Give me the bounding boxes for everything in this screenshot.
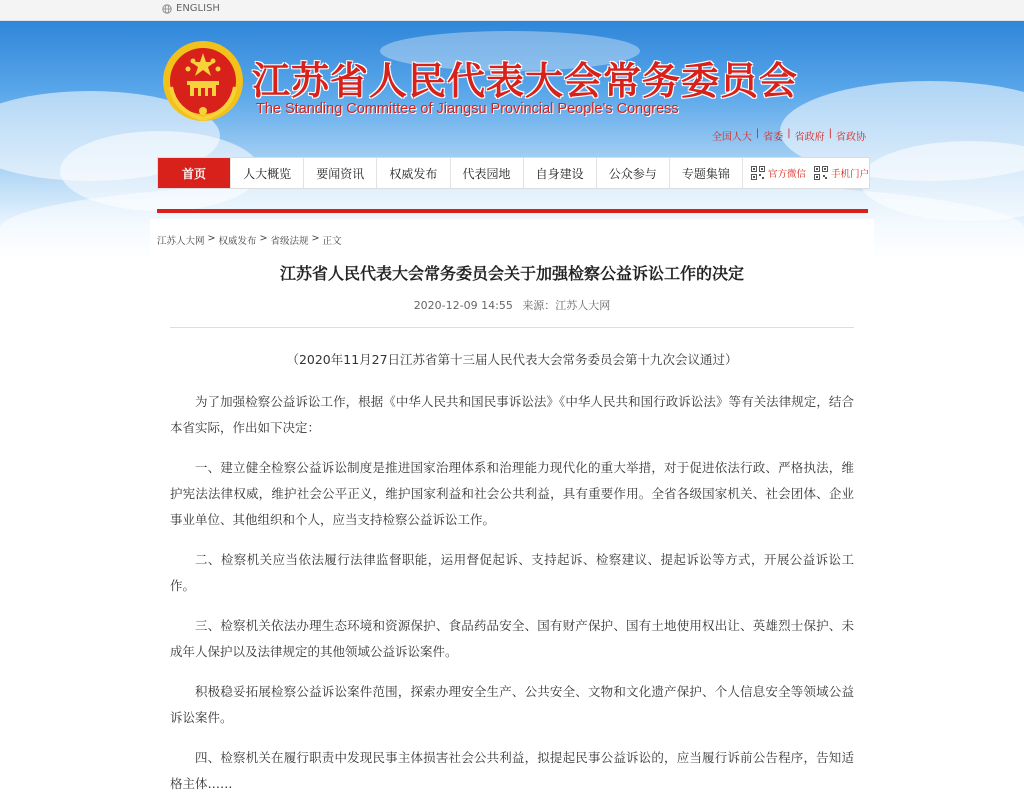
nav-item-self-building[interactable]: 自身建设	[524, 158, 597, 188]
article-source: 来源：江苏人大网	[522, 299, 611, 312]
article-title: 江苏省人民代表大会常务委员会关于加强检察公益诉讼工作的决定	[279, 264, 744, 283]
breadcrumb-releases[interactable]: 权威发布	[218, 236, 257, 247]
paragraph-3-extension: 积极稳妥拓展检察公益诉讼案件范围，探索办理安全生产、公共安全、文物和文化遗产保护、个人信息安全等领域公益诉讼案件。	[170, 684, 854, 725]
mobile-portal-link[interactable]	[814, 158, 869, 188]
title-divider	[170, 327, 854, 328]
nav-item-participation[interactable]: 公众参与	[597, 158, 670, 188]
wechat-link[interactable]	[751, 158, 806, 188]
globe-icon	[162, 4, 172, 14]
english-link[interactable]	[162, 3, 220, 14]
session-note: （2020年11月27日江苏省第十三届人民代表大会常务委员会第十九次会议通过）	[286, 352, 738, 367]
breadcrumb-provincial-regulations[interactable]: 省级法规	[270, 236, 309, 247]
main-nav	[157, 157, 870, 189]
paragraph-3: 三、检察机关依法办理生态环境和资源保护、食品药品安全、国有财产保护、国有土地使用权出让、英雄烈士保护、未成年人保护以及法律规定的其他领域公益诉讼案件。	[170, 618, 854, 659]
nav-item-home[interactable]: 首页	[158, 158, 231, 188]
article-meta	[0, 297, 1024, 313]
breadcrumb-home[interactable]: 江苏人大网	[157, 236, 205, 247]
quick-link-party-committee[interactable]: 省委	[763, 132, 784, 143]
paragraph-2: 二、检察机关应当依法履行法律监督职能，运用督促起诉、支持起诉、检察建议、提起诉讼等方式，开展公益诉讼工作。	[170, 552, 854, 593]
mobile-portal-label: 手机门户	[831, 169, 870, 180]
paragraph-preamble: 为了加强检察公益诉讼工作，根据《中华人民共和国民事诉讼法》《中华人民共和国行政诉讼法》等有关法律规定，结合本省实际，作出如下决定：	[170, 394, 854, 435]
site-title: 江苏省人民代表大会常务委员会	[252, 58, 799, 103]
top-bar	[0, 0, 1024, 21]
red-divider	[157, 209, 868, 213]
paragraph-4: 四、检察机关在履行职责中发现民事主体损害社会公共利益，拟提起民事公益诉讼的，应当履行诉前公告程序，告知适格主体……	[170, 750, 854, 791]
paragraph-1: 一、建立健全检察公益诉讼制度是推进国家治理体系和治理能力现代化的重大举措，对于促进依法行政、严格执法，维护宪法法律权威，维护社会公平正义，维护国家利益和社会公共利益，具有重要作用。全省各级国家机关、社会团体、企业事业单位、其他组织和个人，应当支持检察公益诉讼工作。	[170, 460, 854, 527]
qr-code-icon	[751, 166, 765, 180]
quick-links: 全国人大 | 省委 | 省政府 | 省政协	[711, 128, 866, 143]
nav-item-topics[interactable]: 专题集锦	[670, 158, 743, 188]
quick-link-government[interactable]: 省政府	[794, 132, 825, 143]
nav-item-releases[interactable]: 权威发布	[377, 158, 450, 188]
breadcrumb: 江苏人大网 > 权威发布 > 省级法规 > 正文	[157, 233, 342, 247]
qr-code-icon	[814, 166, 828, 180]
article-body	[170, 347, 854, 811]
quick-link-cppcc[interactable]: 省政协	[836, 132, 866, 143]
quick-link-npc[interactable]: 全国人大	[711, 132, 752, 143]
wechat-label: 官方微信	[768, 169, 807, 180]
site-subtitle: The Standing Committee of Jiangsu Provincial People's Congress	[256, 101, 679, 117]
english-link-label: ENGLISH	[176, 3, 220, 14]
nav-item-deputies[interactable]: 代表园地	[451, 158, 524, 188]
nav-item-overview[interactable]: 人大概览	[231, 158, 304, 188]
nav-item-news[interactable]: 要闻资讯	[304, 158, 377, 188]
article-date: 2020-12-09 14:55	[413, 299, 513, 312]
national-emblem-icon	[161, 39, 245, 123]
breadcrumb-current: 正文	[322, 236, 342, 247]
